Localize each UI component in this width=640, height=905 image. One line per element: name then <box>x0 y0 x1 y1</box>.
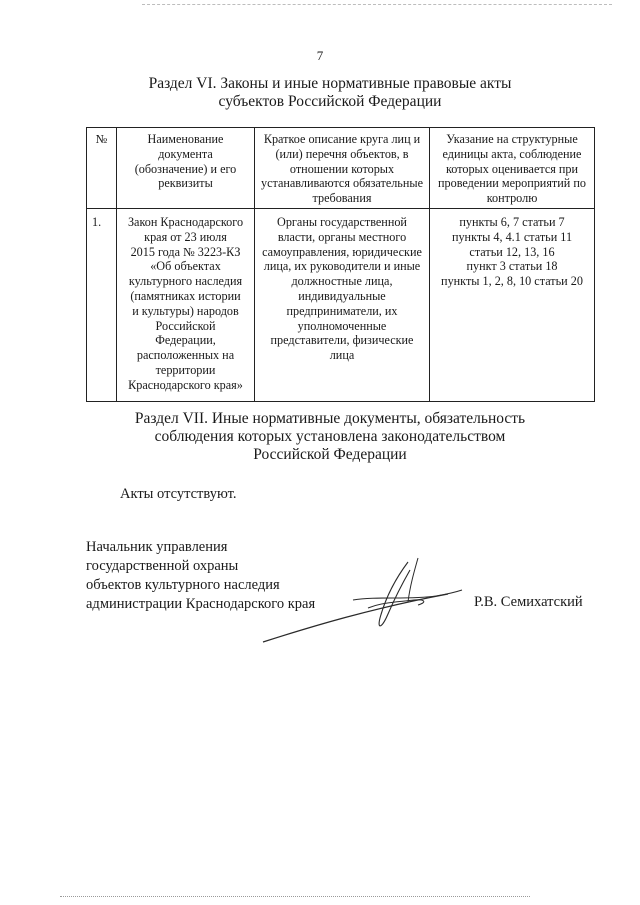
scan-top-border <box>142 4 612 5</box>
acts-table <box>86 127 595 402</box>
header-line: контролю <box>486 191 538 206</box>
cell-line: территории <box>155 362 216 377</box>
cell-line: должностные лица, <box>291 274 393 289</box>
header-line: устанавливаются обязательные <box>260 176 423 191</box>
section-7-title-line: Российской Федерации <box>253 446 407 463</box>
cell-line: предприниматели, их <box>286 303 398 318</box>
header-line: единицы акта, соблюдение <box>442 146 582 161</box>
signer-position-line: объектов культурного наследия <box>86 577 280 593</box>
section-7-title-line: соблюдения которых установлена законодательством <box>154 428 506 445</box>
cell-line: и культуры) народов <box>132 303 239 318</box>
cell-line: края от 23 июля <box>144 229 227 244</box>
section-6-title <box>100 75 560 111</box>
table-header-row <box>87 128 595 209</box>
header-line: документа <box>158 146 213 161</box>
cell-line: лица, их руководители и иные <box>263 259 421 274</box>
signer-position-line: Начальник управления <box>86 539 228 555</box>
header-line: Указание на структурные <box>446 132 578 146</box>
scan-bottom-border <box>60 896 530 897</box>
cell-line: индивидуальные <box>298 288 386 303</box>
header-line: проведении мероприятий по <box>438 176 586 191</box>
cell-line: Российской <box>155 318 216 333</box>
header-line: № <box>95 132 108 146</box>
header-number <box>87 128 117 209</box>
header-line: (или) перечня объектов, в <box>275 146 409 161</box>
section-6-title-line: субъектов Российской Федерации <box>218 93 442 110</box>
cell-line: пункты 6, 7 статьи 7 <box>459 215 565 229</box>
cell-line: культурного наследия <box>128 274 243 289</box>
cell-line: лица <box>329 348 355 363</box>
page-number: 7 <box>316 48 324 63</box>
cell-line: пункты 1, 2, 8, 10 статьи 20 <box>441 274 583 289</box>
cell-line: статьи 12, 13, 16 <box>469 244 555 259</box>
cell-line: пункты 4, 4.1 статьи 11 <box>451 229 573 244</box>
table-row <box>87 209 595 402</box>
signer-position-line: администрации Краснодарского края <box>86 596 316 612</box>
no-acts-text: Акты отсутствуют. <box>120 486 237 502</box>
header-line: (обозначение) и его <box>134 161 237 176</box>
cell-line: расположенных на <box>136 348 235 363</box>
row-document <box>117 209 255 402</box>
header-document <box>117 128 255 209</box>
cell-line: Закон Краснодарского <box>127 215 244 229</box>
signer-name: Р.В. Семихатский <box>474 594 583 610</box>
header-line: которых оценивается при <box>445 161 579 176</box>
section-6-title-line: Раздел VI. Законы и иные нормативные правовые акты <box>148 75 512 92</box>
cell-line: власти, органы местного <box>277 229 407 244</box>
header-units <box>430 128 595 209</box>
cell-line: «Об объектах <box>150 259 221 274</box>
handwritten-signature <box>258 556 468 651</box>
header-line: Наименование <box>147 132 224 146</box>
section-7-title-line: Раздел VII. Иные нормативные документы, обязательность <box>134 410 526 427</box>
cell-line: 2015 года № 3223-КЗ <box>130 244 241 259</box>
header-line: реквизиты <box>158 176 213 191</box>
header-line: требования <box>312 191 372 206</box>
cell-line: (памятниках истории <box>130 288 241 303</box>
cell-line: Органы государственной <box>277 215 407 229</box>
cell-line: Федерации, <box>155 333 216 348</box>
row-number: 1. <box>87 209 117 402</box>
header-description <box>255 128 430 209</box>
section-7-title <box>100 410 560 464</box>
cell-line: уполномоченные <box>297 318 387 333</box>
cell-line: представители, физические <box>270 333 414 348</box>
signer-position-line: государственной охраны <box>86 558 239 574</box>
row-description <box>255 209 430 402</box>
cell-line: пункт 3 статьи 18 <box>466 259 558 274</box>
header-line: Краткое описание круга лиц и <box>263 132 421 146</box>
cell-line: Краснодарского края» <box>128 377 243 392</box>
cell-line: самоуправления, юридические <box>262 244 422 259</box>
row-units <box>430 209 595 402</box>
header-line: отношении которых <box>289 161 395 176</box>
